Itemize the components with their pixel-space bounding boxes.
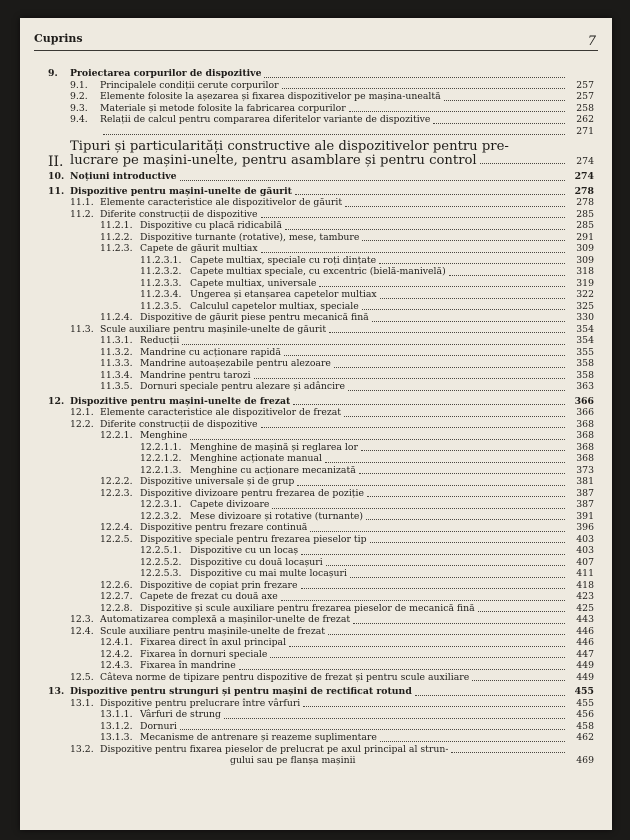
toc-entry-title: Elemente caracteristice ale dispozitivelor de frezat: [100, 407, 341, 418]
leader-dots: [366, 512, 565, 520]
toc-entry-title: Menghine acționate manual: [190, 453, 322, 464]
toc-entry-page: 368: [576, 453, 594, 464]
toc-entry-title: Dispozitive cu un locaș: [190, 545, 299, 556]
toc-entry-page: 368: [576, 430, 594, 441]
leader-dots: [224, 711, 565, 719]
toc-entry-title: Dispozitive cu mai multe locașuri: [190, 568, 347, 579]
toc-entry-title: Elemente caracteristice ale dispozitivelor de găurit: [100, 197, 343, 208]
part-title: [70, 140, 594, 169]
toc-entry-title: Mese divizoare și rotative (turnante): [190, 510, 363, 522]
toc-entry: [48, 232, 594, 244]
toc-entry: [48, 453, 594, 465]
toc-entry: [48, 721, 594, 733]
toc-entry-title: Capete multiax speciale, cu excentric (bielă-manivelă): [190, 266, 446, 277]
toc-entry-number: 9.4.: [70, 114, 88, 125]
toc-entry-number: 11.3.: [70, 323, 94, 335]
toc-entry: [48, 603, 594, 615]
toc-entry-number: 12.2.1.3.: [140, 464, 182, 476]
toc-entry-page: 358: [576, 369, 594, 381]
toc-entry-number: 12.2.1.2.: [140, 453, 182, 464]
leader-dots: [380, 734, 565, 742]
toc-entry: [48, 68, 594, 80]
toc-entry: [48, 126, 594, 138]
leader-dots: [261, 245, 565, 253]
toc-entry-title: Relații de calcul pentru compararea diferitelor variante de dispozitive: [100, 114, 431, 125]
toc-entry: [48, 220, 594, 232]
toc-entry-page: 354: [576, 323, 594, 335]
toc-entry-number: 9.3.: [70, 102, 88, 114]
toc-entry-number: 11.3.2.: [100, 346, 133, 358]
leader-dots: [344, 409, 565, 417]
leader-dots: [334, 360, 565, 368]
toc-entry-number: 12.2.3.1.: [140, 499, 182, 510]
toc-entry: [48, 186, 594, 198]
toc-entry-page: 391: [576, 510, 594, 522]
toc-entry-number: 12.4.3.: [100, 660, 133, 671]
toc-entry: [48, 614, 594, 626]
toc-entry: [48, 419, 594, 431]
part-number: II.: [48, 154, 64, 170]
toc-entry-page: 418: [576, 579, 594, 591]
toc-entry: [48, 557, 594, 569]
toc-entry-number: 11.3.4.: [100, 369, 133, 381]
toc-entry: [48, 114, 594, 126]
toc-entry-page: 387: [576, 487, 594, 499]
toc-entry-page: 291: [576, 231, 594, 243]
part-page: 274: [576, 156, 594, 167]
toc-entry-page: 366: [576, 407, 594, 418]
toc-entry-number: 13.1.: [70, 697, 94, 709]
toc-entry-number: 12.2.3.2.: [140, 510, 182, 522]
page-number: 7: [587, 34, 596, 49]
toc-entry-page: 366: [574, 395, 594, 407]
toc-entry-number: 12.2.5.2.: [140, 556, 182, 568]
toc-entry-page: 285: [576, 208, 594, 220]
toc-entry-title: Capete divizoare: [190, 499, 270, 510]
toc-entry-page: 403: [576, 533, 594, 545]
toc-entry-title: Dispozitive universale și de grup: [140, 476, 295, 487]
toc-entry-title: Materiale și metode folosite la fabricarea corpurilor: [100, 102, 346, 114]
leader-dots: [297, 478, 565, 486]
toc-entry-title: Diferite construcții de dispozitive: [100, 418, 258, 430]
toc-entry-page: 278: [576, 197, 594, 208]
toc-entry-number: 11.3.1.: [100, 335, 133, 346]
toc-entry-number: 11.2.4.: [100, 312, 133, 323]
toc-entry-page: 373: [576, 464, 594, 476]
toc-entry: [48, 335, 594, 347]
leader-dots: [370, 535, 565, 543]
toc-entry-page: 449: [576, 671, 594, 683]
toc-entry: [48, 301, 594, 313]
toc-entry-title: Noțiuni introductive: [70, 171, 177, 182]
leader-dots: [325, 455, 565, 463]
toc-entry-title: Scule auxiliare pentru mașinile-unelte de frezat: [100, 625, 325, 637]
toc-entry-page: 446: [576, 637, 594, 648]
leader-dots: [451, 745, 565, 753]
toc-entry-title: Dispozitive cu două locașuri: [190, 556, 323, 568]
toc-entry-page: 387: [576, 499, 594, 510]
leader-dots: [319, 279, 565, 287]
toc-entry-title: Câteva norme de tipizare pentru dispozitive de frezat și pentru scule auxiliare: [100, 671, 470, 683]
toc-entry-page: 449: [576, 660, 594, 671]
leader-dots: [415, 688, 565, 696]
toc-entry-page: 258: [576, 102, 594, 114]
leader-dots: [264, 70, 565, 78]
toc-entry-title: Fixarea direct în axul principal: [140, 637, 287, 648]
toc-entry-number: 11.2.: [70, 208, 94, 220]
toc-entry-page: 358: [576, 358, 594, 369]
toc-entry-number: 13.: [48, 686, 65, 697]
leader-dots: [433, 116, 565, 124]
toc-entry-page: 443: [576, 614, 594, 625]
toc-entry-title: Mandrine pentru tarozi: [140, 369, 251, 381]
toc-entry-page: 396: [576, 522, 594, 533]
toc-entry-title: Principalele condiții cerute corpurilor: [100, 79, 279, 91]
toc-entry: [48, 465, 594, 477]
toc-entry-title: Automatizarea complexă a mașinilor-unelte de frezat: [100, 614, 351, 625]
leader-dots: [284, 348, 565, 356]
toc-entry: [48, 396, 594, 408]
toc-entry: [48, 266, 594, 278]
toc-entry: [48, 732, 594, 744]
toc-entry-page: 355: [576, 346, 594, 358]
leader-dots: [301, 581, 566, 589]
leader-dots: [361, 443, 565, 451]
toc-entry-number: 11.: [48, 185, 65, 197]
toc-entry-page: 285: [576, 220, 594, 231]
leader-dots: [345, 199, 565, 207]
toc-entry-page: 309: [576, 254, 594, 266]
toc-entry-page: 458: [576, 720, 594, 732]
toc-entry-number: 12.2.5.: [100, 533, 133, 545]
toc-entry-title: Elemente folosite la așezarea și fixarea dispozitivelor pe mașina-unealtă: [100, 91, 441, 102]
part-title-line2: lucrare pe mașini-unelte, pentru asamblare și pentru control: [70, 153, 477, 168]
table-of-contents: [48, 68, 594, 767]
toc-continuation-line: [48, 755, 594, 767]
toc-entry: [48, 289, 594, 301]
toc-entry: [48, 312, 594, 324]
toc-entry: [48, 522, 594, 534]
toc-entry-number: 12.2.1.1.: [140, 441, 182, 453]
leader-dots: [285, 222, 565, 230]
toc-entry-page: 381: [576, 476, 594, 487]
toc-entry-title: Dornuri: [140, 720, 177, 732]
toc-entry-title: Mandrine autoașezabile pentru alezoare: [140, 358, 331, 369]
toc-entry-number: 11.3.3.: [100, 358, 133, 369]
toc-entry: [48, 686, 594, 698]
toc-entry-number: 13.2.: [70, 743, 94, 755]
leader-dots: [449, 268, 565, 276]
toc-entry-title: Dispozitive pentru mașini-unelte de frezat: [70, 395, 291, 407]
toc-entry-page: 319: [576, 277, 594, 289]
leader-dots: [349, 104, 565, 112]
toc-entry: [48, 209, 594, 221]
toc-entry-title: Dispozitive cu placă ridicabilă: [140, 220, 282, 231]
toc-entry: [48, 744, 594, 756]
leader-dots: [261, 420, 565, 428]
leader-dots: [326, 558, 565, 566]
toc-entry-number: 11.2.1.: [100, 220, 133, 231]
toc-entry-number: 12.2.5.1.: [140, 545, 182, 556]
toc-entry-number: 12.2.8.: [100, 602, 133, 614]
toc-section-a: [48, 68, 594, 137]
toc-entry-page: 368: [576, 418, 594, 430]
toc-entry-number: 12.3.: [70, 614, 94, 625]
toc-entry-number: 13.1.2.: [100, 720, 133, 732]
toc-entry: [48, 660, 594, 672]
toc-entry-number: 11.2.3.1.: [140, 254, 182, 266]
toc-entry-page: 257: [576, 79, 594, 91]
toc-entry: [48, 278, 594, 290]
toc-entry: [48, 568, 594, 580]
toc-entry-number: 9.1.: [70, 79, 88, 91]
leader-dots: [478, 604, 565, 612]
toc-entry-page: 363: [576, 381, 594, 392]
toc-entry-page: 368: [576, 441, 594, 453]
toc-entry: [48, 91, 594, 103]
toc-entry-page: 456: [576, 709, 594, 720]
toc-entry-number: 11.2.3.2.: [140, 266, 182, 277]
toc-entry: [48, 476, 594, 488]
toc-entry: [48, 243, 594, 255]
leader-dots: [281, 593, 565, 601]
toc-entry: [48, 255, 594, 267]
toc-entry-number: 11.2.3.4.: [140, 289, 182, 300]
toc-entry: [48, 709, 594, 721]
toc-entry-page: 403: [576, 545, 594, 556]
toc-entry-number: 12.: [48, 395, 65, 407]
leader-dots: [293, 397, 565, 405]
toc-entry: [48, 626, 594, 638]
leader-dots: [329, 325, 565, 333]
toc-entry-title: Capete multiax, speciale cu roți dințate: [190, 254, 377, 266]
continuation-page: 469: [576, 755, 594, 766]
toc-entry-number: 11.2.3.: [100, 243, 133, 254]
toc-entry-title: Dispozitive pentru prelucrare între vârfuri: [100, 697, 301, 709]
toc-entry-page: 455: [574, 686, 594, 697]
leader-dots: [254, 371, 565, 379]
toc-entry: [48, 672, 594, 684]
toc-entry: [48, 324, 594, 336]
toc-entry: [48, 370, 594, 382]
toc-entry-title: Proiectarea corpurilor de dispozitive: [70, 68, 262, 79]
toc-entry-page: 423: [576, 591, 594, 602]
leader-dots: [182, 337, 565, 345]
part-title-line2-row: [70, 154, 594, 169]
leader-dots: [272, 501, 565, 509]
toc-entry-title: Ungerea și etanșarea capetelor multiax: [190, 289, 377, 300]
toc-entry-title: Diferite construcții de dispozitive: [100, 208, 258, 220]
toc-entry: [48, 197, 594, 209]
toc-entry-page: 455: [576, 697, 594, 709]
leader-dots: [328, 627, 565, 635]
leader-dots: [270, 650, 565, 658]
toc-entry: [48, 698, 594, 710]
leader-dots: [103, 127, 565, 135]
toc-entry-page: 330: [576, 312, 594, 323]
leader-dots: [372, 314, 565, 322]
leader-dots: [295, 187, 565, 195]
leader-dots: [239, 662, 565, 670]
book-page: [20, 18, 612, 830]
leader-dots: [301, 547, 565, 555]
toc-entry-number: 11.1.: [70, 197, 94, 208]
toc-entry-page: 322: [576, 289, 594, 300]
leader-dots: [190, 432, 565, 440]
toc-entry-title: Dispozitive de copiat prin frezare: [140, 579, 298, 591]
toc-entry-title: Dispozitive turnante (rotative), mese, tambure: [140, 231, 360, 243]
toc-entry-number: 13.1.1.: [100, 709, 133, 720]
toc-entry-title: Dispozitive pentru fixarea pieselor de prelucrat pe axul principal al strun-: [100, 743, 449, 755]
toc-entry: [48, 358, 594, 370]
toc-entry-title: Dispozitive speciale pentru frezarea pieselor tip: [140, 533, 367, 545]
toc-entry: [48, 347, 594, 359]
toc-entry-number: 12.2.7.: [100, 591, 133, 602]
toc-entry: [48, 649, 594, 661]
toc-entry-number: 11.2.3.5.: [140, 300, 182, 312]
toc-entry-number: 11.2.2.: [100, 231, 133, 243]
toc-entry-number: 12.2.1.: [100, 430, 133, 441]
toc-entry-number: 11.3.5.: [100, 381, 133, 392]
toc-entry-number: 12.1.: [70, 407, 94, 418]
leader-dots: [303, 699, 565, 707]
toc-entry-page: 309: [576, 243, 594, 254]
toc-entry-title: Menghine cu acționare mecanizată: [190, 464, 356, 476]
leader-dots: [444, 93, 565, 101]
leader-dots: [353, 616, 565, 624]
leader-dots: [367, 489, 565, 497]
toc-entry-title: Fixarea în dornuri speciale: [140, 648, 268, 660]
toc-entry-title: Calculul capetelor multiax, speciale: [190, 300, 359, 312]
toc-entry-page: 325: [576, 300, 594, 312]
toc-entry: [48, 545, 594, 557]
toc-entry-number: 12.2.5.3.: [140, 568, 182, 579]
toc-entry-number: 12.2.2.: [100, 476, 133, 487]
toc-entry-title: Menghine de mașină și reglarea lor: [190, 441, 358, 453]
toc-entry-number: 10.: [48, 171, 65, 182]
leader-dots: [379, 256, 565, 264]
toc-entry-title: Dispozitive pentru frezare continuă: [140, 522, 308, 533]
toc-entry-page: 411: [576, 568, 594, 579]
leader-dots: [289, 639, 565, 647]
toc-entry-title: Dornuri speciale pentru alezare și adâncire: [140, 381, 345, 392]
toc-entry: [48, 430, 594, 442]
leader-dots: [180, 173, 565, 181]
leader-dots: [180, 722, 565, 730]
leader-dots: [480, 154, 565, 164]
toc-section-b: [48, 171, 594, 755]
toc-entry-title: Mandrine cu acționare rapidă: [140, 346, 281, 358]
toc-entry-title: Dispozitive de găurit piese pentru mecanică fină: [140, 312, 369, 323]
toc-entry-title: Capete de găurit multiax: [140, 243, 258, 254]
toc-entry-page: 447: [576, 648, 594, 660]
toc-entry-number: 12.2.3.: [100, 487, 133, 499]
toc-entry-number: 12.4.2.: [100, 648, 133, 660]
leader-dots: [282, 81, 565, 89]
toc-entry: [48, 637, 594, 649]
toc-entry-number: 11.2.3.3.: [140, 277, 182, 289]
leader-dots: [348, 383, 565, 391]
toc-entry-title: Menghine: [140, 430, 188, 441]
toc-entry-title: Dispozitive divizoare pentru frezarea de poziție: [140, 487, 365, 499]
toc-entry-number: 9.: [48, 68, 58, 79]
toc-entry-page: 278: [574, 185, 594, 197]
toc-entry: [48, 381, 594, 393]
toc-entry-title: Capete de frezat cu două axe: [140, 591, 278, 602]
toc-entry-title: Fixarea în mandrine: [140, 660, 236, 671]
leader-dots: [350, 570, 565, 578]
toc-entry-title: Mecanisme de antrenare și reazeme suplimentare: [140, 732, 377, 743]
toc-entry-number: 12.4.1.: [100, 637, 133, 648]
toc-entry: [48, 80, 594, 92]
leader-dots: [359, 466, 565, 474]
toc-entry-page: 318: [576, 266, 594, 277]
toc-entry-number: 12.2.6.: [100, 579, 133, 591]
toc-entry: [48, 103, 594, 115]
leader-dots: [261, 210, 565, 218]
toc-entry-number: 12.4.: [70, 625, 94, 637]
leader-dots: [380, 291, 565, 299]
toc-entry-number: 12.2.: [70, 418, 94, 430]
toc-entry-title: Dispozitive și scule auxiliare pentru frezarea pieselor de mecanică fină: [140, 602, 475, 614]
toc-entry: [48, 407, 594, 419]
toc-entry-page: 274: [574, 171, 594, 182]
toc-entry-title: Vârfuri de strung: [140, 709, 221, 720]
toc-entry-page: 407: [576, 556, 594, 568]
toc-entry-number: 13.1.3.: [100, 732, 133, 743]
toc-entry-number: 12.2.4.: [100, 522, 133, 533]
leader-dots: [310, 524, 565, 532]
toc-entry: [48, 442, 594, 454]
toc-entry-title: Scule auxiliare pentru mașinile-unelte de găurit: [100, 323, 327, 335]
part-title-line1: Tipuri și particularități constructive ale dispozitivelor pentru pre-: [70, 139, 509, 154]
toc-entry: [48, 591, 594, 603]
toc-entry-page: 257: [576, 91, 594, 102]
page-header: [34, 32, 598, 51]
toc-entry-page: 262: [576, 114, 594, 125]
leader-dots: [472, 673, 565, 681]
toc-entry-title: Reducții: [140, 335, 180, 346]
toc-entry-page: 446: [576, 625, 594, 637]
toc-entry-title: Capete multiax, universale: [190, 277, 317, 289]
toc-entry: [48, 488, 594, 500]
toc-entry: [48, 511, 594, 523]
toc-entry-page: 462: [576, 732, 594, 743]
part-heading: [48, 140, 594, 169]
continuation-text: gului sau pe flanșa mașinii: [230, 755, 356, 766]
toc-entry-title: Dispozitive pentru mașini-unelte de găurit: [70, 185, 292, 197]
toc-entry: [48, 534, 594, 546]
toc-entry: [48, 580, 594, 592]
toc-entry-number: 9.2.: [70, 91, 88, 102]
toc-entry-number: 12.5.: [70, 671, 94, 683]
leader-dots: [362, 233, 565, 241]
toc-entry: [48, 171, 594, 183]
toc-entry-page: 425: [576, 602, 594, 614]
toc-entry-page: 271: [576, 125, 594, 137]
toc-entry-title: Dispozitive pentru strunguri și pentru mașini de rectificat rotund: [70, 686, 412, 697]
running-head: Cuprins: [34, 32, 83, 45]
toc-entry-page: 354: [576, 335, 594, 346]
leader-dots: [362, 302, 565, 310]
toc-entry: [48, 499, 594, 511]
